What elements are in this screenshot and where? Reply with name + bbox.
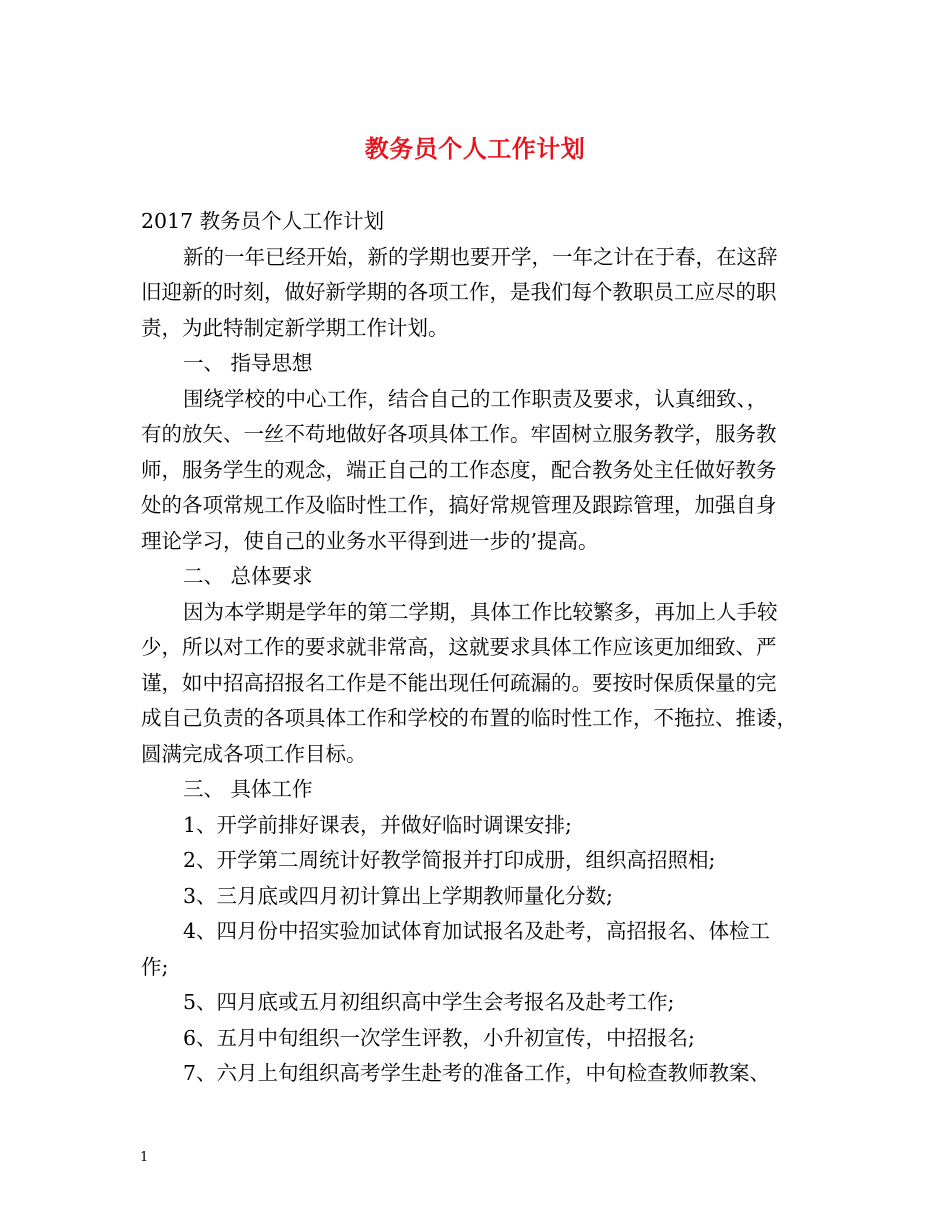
- paragraph-line: 旧迎新的时刻，做好新学期的各项工作，是我们每个教职员工应尽的职: [141, 280, 777, 304]
- section-heading-overall-requirements: 二、 总体要求: [183, 564, 313, 588]
- paragraph-line: 因为本学期是学年的第二学期，具体工作比较繁多，再加上人手较: [183, 599, 778, 624]
- paragraph-line: 有的放矢、一丝不苟地做好各项具体工作。牢固树立服务教学，服务教: [141, 422, 777, 446]
- paragraph-line: 处的各项常规工作及临时性工作，搞好常规管理及跟踪管理，加强自身: [141, 493, 777, 517]
- list-item: 4、四月份中招实验加试体育加试报名及赴考，高招报名、体检工: [183, 919, 771, 943]
- paragraph-line: 圆满完成各项工作目标。: [141, 741, 367, 766]
- paragraph-line: 新的一年已经开始，新的学期也要开学，一年之计在于春，在这辞: [183, 244, 778, 269]
- paragraph-line: 少，所以对工作的要求就非常高，这就要求具体工作应该更加细致、严: [141, 635, 777, 659]
- list-item: 3、三月底或四月初计算出上学期教师量化分数;: [183, 883, 613, 908]
- document-title: 教务员个人工作计划: [364, 134, 586, 163]
- section-heading-specific-work: 三、 具体工作: [183, 777, 313, 801]
- list-item: 2、开学第二周统计好教学简报并打印成册，组织高招照相;: [183, 848, 716, 872]
- paragraph-line: 责，为此特制定新学期工作计划。: [141, 315, 449, 340]
- list-item: 6、五月中旬组织一次学生评教，小升初宣传，中招报名;: [183, 1025, 695, 1050]
- list-item-continuation: 作;: [141, 954, 169, 979]
- document-body: [141, 204, 813, 1092]
- paragraph-line: 谨，如中招高招报名工作是不能出现任何疏漏的。要按时保质保量的完: [141, 670, 777, 695]
- paragraph-line: 理论学习，使自己的业务水平得到进一步的’提高。: [141, 528, 599, 553]
- document-subtitle: 2017 教务员个人工作计划: [141, 209, 385, 233]
- paragraph-line: 围绕学校的中心工作，结合自己的工作职责及要求，认真细致、，: [183, 386, 768, 411]
- section-heading-guiding-thought: 一、 指导思想: [183, 351, 313, 375]
- page-number: 1: [140, 1150, 149, 1165]
- list-item: 1、开学前排好课表，并做好临时调课安排;: [183, 812, 572, 837]
- paragraph-line: 成自己负责的各项具体工作和学校的布置的临时性工作，不拖拉、推诿，: [141, 706, 797, 730]
- list-item: 7、六月上旬组织高考学生赴考的准备工作，中旬检查教师教案、: [183, 1061, 771, 1085]
- paragraph-line: 师，服务学生的观念，端正自己的工作态度，配合教务处主任做好教务: [141, 457, 777, 482]
- list-item: 5、四月底或五月初组织高中学生会考报名及赴考工作;: [183, 990, 675, 1014]
